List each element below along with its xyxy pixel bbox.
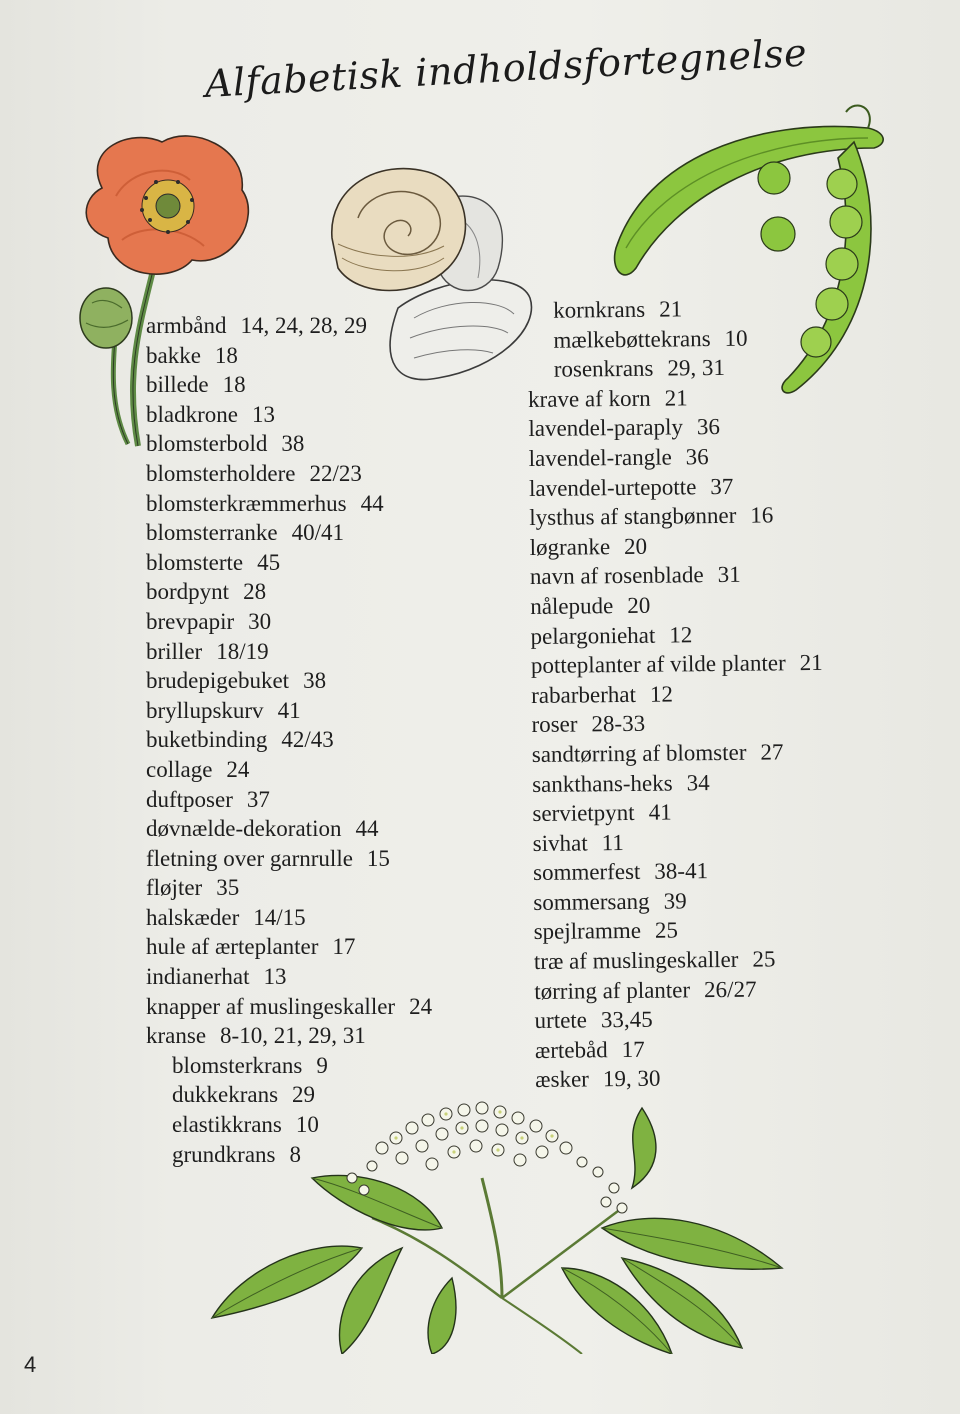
index-pages: 36 <box>685 444 709 470</box>
index-entry <box>532 796 824 829</box>
index-term: blomsterbold <box>146 431 268 457</box>
index-entry <box>146 341 432 371</box>
index-pages: 20 <box>627 592 651 618</box>
index-term: armbånd <box>146 313 227 338</box>
index-entry <box>146 1021 432 1051</box>
index-pages: 24 <box>409 993 433 1019</box>
index-pages: 24 <box>226 756 250 782</box>
index-pages: 28 <box>243 579 267 605</box>
index-term: mælkebøttekrans <box>553 325 711 353</box>
index-term: rosenkrans <box>553 355 654 382</box>
index-entry <box>533 826 825 859</box>
index-pages: 30 <box>248 608 272 634</box>
index-term: blomsterte <box>146 549 244 575</box>
index-entry <box>146 518 432 548</box>
index-term: tørring af planter <box>534 976 691 1004</box>
index-entry <box>528 352 820 385</box>
index-pages: 10 <box>295 1112 319 1138</box>
index-term: brudepigebuket <box>146 668 290 694</box>
index-pages: 12 <box>669 621 693 648</box>
index-entry <box>528 411 820 444</box>
index-pages: 36 <box>696 414 721 440</box>
index-pages: 34 <box>686 769 710 795</box>
index-term: roser <box>531 711 578 738</box>
index-term: grundkrans <box>172 1141 276 1167</box>
index-term: pelargoniehat <box>530 622 656 649</box>
index-entry <box>146 785 432 815</box>
index-pages: 26/27 <box>703 976 757 1002</box>
index-term: ærtebåd <box>534 1037 608 1063</box>
index-entry <box>146 1140 432 1170</box>
page-title: Alfabetisk indholdsfortegnelse <box>203 30 809 106</box>
index-pages: 18/19 <box>216 638 269 664</box>
index-term: sankthans-heks <box>531 770 673 797</box>
index-entry <box>534 914 826 947</box>
index-pages: 42/43 <box>281 727 334 753</box>
index-entry <box>146 725 432 755</box>
index-entry <box>146 992 432 1022</box>
index-entry <box>146 607 432 637</box>
index-term: kornkrans <box>553 296 646 323</box>
index-entry <box>146 962 432 992</box>
index-entry <box>534 944 826 977</box>
index-entry <box>146 637 432 667</box>
index-term: blomsterkrans <box>172 1052 303 1078</box>
index-entry <box>146 666 432 696</box>
index-entry <box>529 500 821 533</box>
index-pages: 25 <box>654 917 679 944</box>
index-term: nålepude <box>530 593 614 619</box>
index-entry <box>532 766 824 799</box>
index-entry <box>146 370 432 400</box>
index-term: sandtørring af blomster <box>531 739 747 767</box>
index-term: blomsterholdere <box>146 460 296 486</box>
index-term: halskæder <box>146 904 240 930</box>
index-pages: 16 <box>750 502 774 528</box>
index-term: buketbinding <box>146 727 268 753</box>
index-column-left <box>146 311 432 1169</box>
index-pages: 28-33 <box>591 711 646 737</box>
index-entry <box>529 470 821 503</box>
index-entry <box>529 530 821 563</box>
index-term: knapper af muslingeskaller <box>146 993 396 1019</box>
index-pages: 9 <box>316 1052 328 1078</box>
index-term: bakke <box>146 342 201 368</box>
index-pages: 11 <box>601 829 624 855</box>
index-entry <box>146 844 432 874</box>
index-entry <box>532 737 824 770</box>
index-term: rabarberhat <box>531 681 637 708</box>
index-term: sivhat <box>532 830 588 856</box>
index-term: kranse <box>146 1023 207 1049</box>
index-entry <box>146 873 432 903</box>
index-entry <box>146 489 432 519</box>
index-entry <box>146 755 432 785</box>
index-pages: 12 <box>649 681 674 707</box>
index-entry <box>530 589 822 622</box>
index-pages: 45 <box>257 549 281 575</box>
index-entry <box>534 1003 826 1036</box>
index-term: blomsterkræmmerhus <box>146 490 347 516</box>
index-pages: 33,45 <box>600 1006 653 1033</box>
index-term: løgranke <box>529 533 611 560</box>
index-term: æsker <box>535 1066 590 1093</box>
index-entry <box>146 311 432 341</box>
index-column-right <box>527 293 827 1095</box>
index-term: lavendel-rangle <box>528 444 672 471</box>
index-pages: 41 <box>648 799 672 825</box>
index-pages: 31 <box>717 562 741 588</box>
index-term: bladkrone <box>146 401 238 427</box>
index-entry <box>146 932 432 962</box>
index-entry <box>146 459 432 489</box>
index-entry <box>146 903 432 933</box>
index-pages: 40/41 <box>291 520 344 546</box>
index-pages: 17 <box>621 1036 645 1062</box>
index-term: spejlramme <box>533 918 642 945</box>
index-pages: 41 <box>277 697 301 723</box>
index-entry <box>530 559 822 592</box>
index-pages: 8-10, 21, 29, 31 <box>220 1023 366 1049</box>
index-pages: 39 <box>663 888 687 914</box>
index-term: dukkekrans <box>172 1082 279 1108</box>
index-pages: 38 <box>303 668 327 694</box>
index-pages: 8 <box>289 1141 301 1167</box>
index-term: indianerhat <box>146 964 250 990</box>
index-entry <box>146 577 432 607</box>
index-entry <box>535 1062 827 1095</box>
page-number: 4 <box>24 1352 37 1377</box>
index-term: navn af rosenblade <box>529 562 704 590</box>
index-term: lavendel-paraply <box>528 414 684 442</box>
index-pages: 15 <box>366 845 390 871</box>
index-entry <box>527 323 819 356</box>
index-term: duftposer <box>146 786 233 812</box>
index-term: billede <box>146 372 209 398</box>
index-pages: 37 <box>710 473 734 499</box>
index-term: potteplanter af vilde planter <box>530 650 786 679</box>
index-term: hule af ærteplanter <box>146 934 319 960</box>
index-pages: 25 <box>752 946 776 972</box>
index-pages: 29 <box>292 1082 316 1108</box>
index-term: krave af korn <box>527 385 651 412</box>
index-term: døvnælde-dekoration <box>146 816 342 842</box>
index-entry <box>533 855 825 888</box>
index-pages: 18 <box>214 342 238 368</box>
index-term: lavendel-urtepotte <box>528 473 697 501</box>
index-pages: 21 <box>799 650 823 676</box>
index-term: urtete <box>534 1007 588 1034</box>
index-pages: 37 <box>246 786 270 812</box>
index-pages: 10 <box>724 325 748 351</box>
index-entry <box>146 548 432 578</box>
index-term: briller <box>146 638 203 664</box>
index-pages: 18 <box>222 372 246 398</box>
index-term: collage <box>146 756 213 782</box>
index-term: bordpynt <box>146 579 230 605</box>
index-term: fløjter <box>146 875 203 901</box>
index-term: elastikkrans <box>172 1112 282 1138</box>
index-pages: 38-41 <box>654 858 709 884</box>
index-pages: 13 <box>263 964 287 990</box>
index-entry <box>146 1051 432 1081</box>
index-pages: 44 <box>355 816 379 842</box>
index-entry <box>531 648 823 681</box>
index-pages: 21 <box>658 296 683 322</box>
index-entry <box>146 429 432 459</box>
index-term: servietpynt <box>532 799 635 827</box>
index-entry <box>533 885 825 918</box>
index-pages: 14, 24, 28, 29 <box>240 313 367 338</box>
index-entry <box>146 1110 432 1140</box>
index-pages: 19, 30 <box>602 1066 661 1092</box>
index-pages: 14/15 <box>253 904 306 930</box>
index-term: brevpapir <box>146 608 235 634</box>
index-pages: 29, 31 <box>667 355 726 381</box>
index-entry <box>146 814 432 844</box>
index-pages: 20 <box>623 533 648 559</box>
index-entry <box>146 1080 432 1110</box>
index-entry <box>531 707 823 740</box>
index-entry <box>528 382 820 415</box>
index-entry <box>534 974 826 1007</box>
index-pages: 27 <box>760 739 784 765</box>
index-term: træ af muslingeskaller <box>533 946 739 975</box>
index-term: sommerfest <box>532 859 641 886</box>
index-entry <box>527 293 819 326</box>
index-term: fletning over garnrulle <box>146 845 353 871</box>
index-pages: 13 <box>251 401 275 427</box>
index-pages: 22/23 <box>309 460 362 486</box>
index-term: bryllupskurv <box>146 697 264 723</box>
index-pages: 38 <box>281 431 305 457</box>
index-pages: 21 <box>664 385 688 411</box>
index-term: sommersang <box>533 888 650 915</box>
index-entry <box>535 1033 827 1066</box>
index-pages: 44 <box>360 490 384 516</box>
index-entry <box>529 441 821 474</box>
index-pages: 17 <box>332 934 356 960</box>
index-entry <box>146 696 432 726</box>
index-entry <box>530 618 822 651</box>
index-term: blomsterranke <box>146 520 278 546</box>
index-entry <box>146 400 432 430</box>
index-entry <box>531 678 823 711</box>
index-term: lysthus af stangbønner <box>529 502 737 531</box>
index-pages: 35 <box>216 875 240 901</box>
